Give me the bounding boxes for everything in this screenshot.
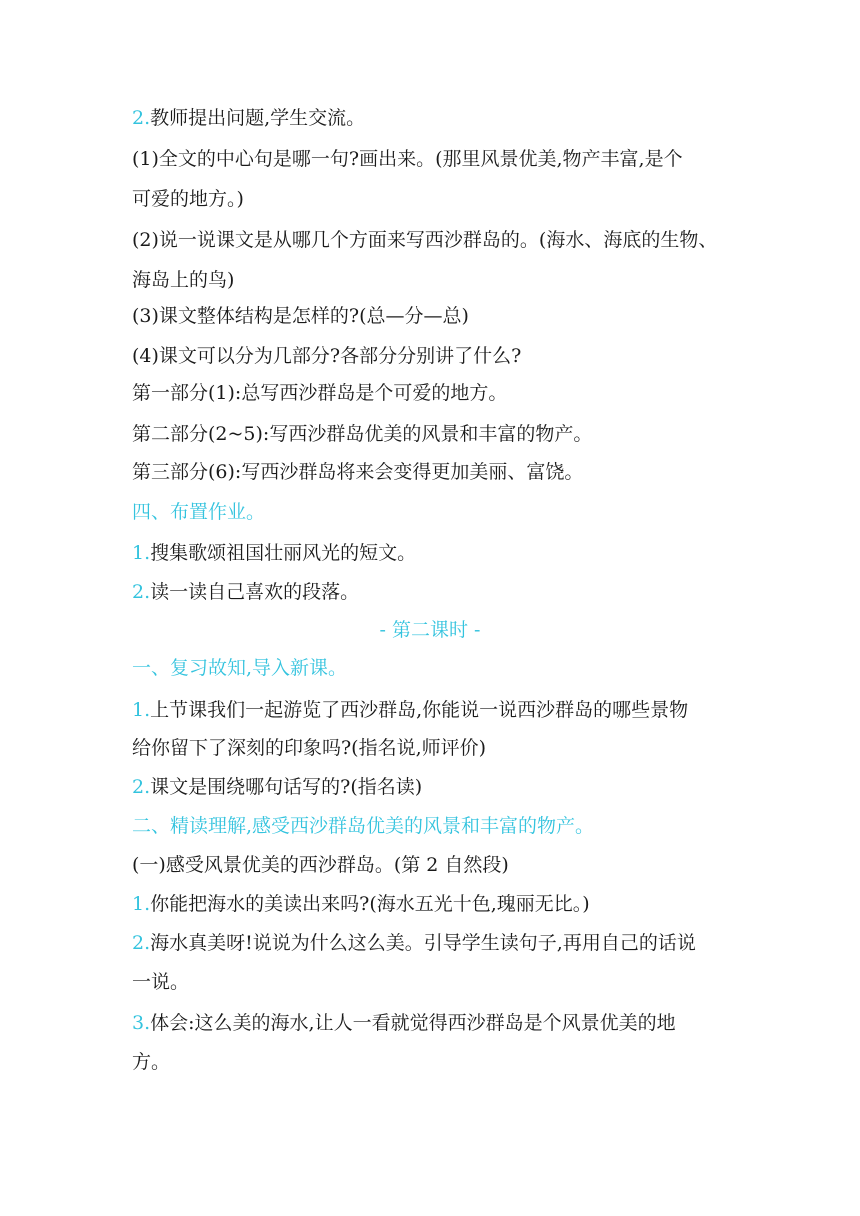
- text-line: [132, 422, 592, 446]
- text-line: [132, 147, 683, 171]
- list-number: 3.: [132, 1012, 151, 1034]
- line-text: 海水真美呀!说说为什么这么美。引导学生读句子,再用自己的话说: [150, 932, 696, 954]
- list-number: 2.: [132, 581, 151, 603]
- section-heading: 二、精读理解,感受西沙群岛优美的风景和丰富的物产。: [132, 815, 595, 837]
- text-line: [132, 580, 359, 604]
- line-text: 第一部分(1):总写西沙群岛是个可爱的地方。: [132, 382, 508, 404]
- line-text: 教师提出问题,学生交流。: [150, 107, 366, 129]
- text-line: [132, 381, 507, 405]
- text-line: [132, 931, 696, 955]
- text-line: [132, 187, 244, 211]
- line-text: 课文是围绕哪句话写的?(指名读): [150, 776, 423, 798]
- text-line: [132, 228, 717, 252]
- line-text: 搜集歌颂祖国壮丽风光的短文。: [150, 542, 417, 564]
- line-text: 上节课我们一起游览了西沙群岛,你能说一说西沙群岛的哪些景物: [150, 699, 689, 721]
- section-heading: 一、复习故知,导入新课。: [132, 657, 348, 679]
- line-text: 第三部分(6):写西沙群岛将来会变得更加美丽、富饶。: [132, 461, 584, 483]
- text-line: [132, 1011, 676, 1035]
- line-text: 体会:这么美的海水,让人一看就觉得西沙群岛是个风景优美的地: [150, 1012, 676, 1034]
- line-text: 海岛上的鸟): [132, 269, 235, 291]
- list-number: 2.: [132, 107, 151, 129]
- line-text: 读一读自己喜欢的段落。: [150, 581, 360, 603]
- list-number: 1.: [132, 699, 151, 721]
- list-number: 1.: [132, 893, 151, 915]
- line-text: (一)感受风景优美的西沙群岛。(第 2 自然段): [132, 854, 509, 876]
- text-line: [132, 268, 234, 292]
- text-line: [132, 344, 521, 368]
- line-text: (1)全文的中心句是哪一句?画出来。(那里风景优美,物产丰富,是个: [132, 148, 683, 170]
- text-line: [132, 304, 469, 328]
- text-line: [132, 736, 486, 760]
- line-text: (3)课文整体结构是怎样的?(总—分—总): [132, 305, 469, 327]
- text-line: [132, 106, 365, 130]
- list-number: 2.: [132, 776, 151, 798]
- line-text: 给你留下了深刻的印象吗?(指名说,师评价): [132, 737, 487, 759]
- line-text: 第二部分(2~5):写西沙群岛优美的风景和丰富的物产。: [132, 423, 593, 445]
- line-text: 你能把海水的美读出来吗?(海水五光十色,瑰丽无比。): [150, 893, 590, 915]
- text-line: [132, 970, 189, 994]
- lesson-heading: - 第二课时 -: [379, 619, 481, 641]
- text-line: [132, 1050, 170, 1074]
- line-text: 方。: [132, 1051, 171, 1073]
- text-line: [132, 853, 509, 877]
- line-text: (4)课文可以分为几部分?各部分分别讲了什么?: [132, 345, 522, 367]
- text-line: [132, 698, 688, 722]
- list-number: 1.: [132, 542, 151, 564]
- text-line: [132, 892, 590, 916]
- text-line: [132, 541, 416, 565]
- line-text: 可爱的地方。): [132, 188, 244, 210]
- text-line: [132, 775, 422, 799]
- section-heading: 四、布置作业。: [132, 501, 266, 523]
- line-text: (2)说一说课文是从哪几个方面来写西沙群岛的。(海水、海底的生物、: [132, 229, 718, 251]
- list-number: 2.: [132, 932, 151, 954]
- text-line: [132, 460, 583, 484]
- line-text: 一说。: [132, 971, 190, 993]
